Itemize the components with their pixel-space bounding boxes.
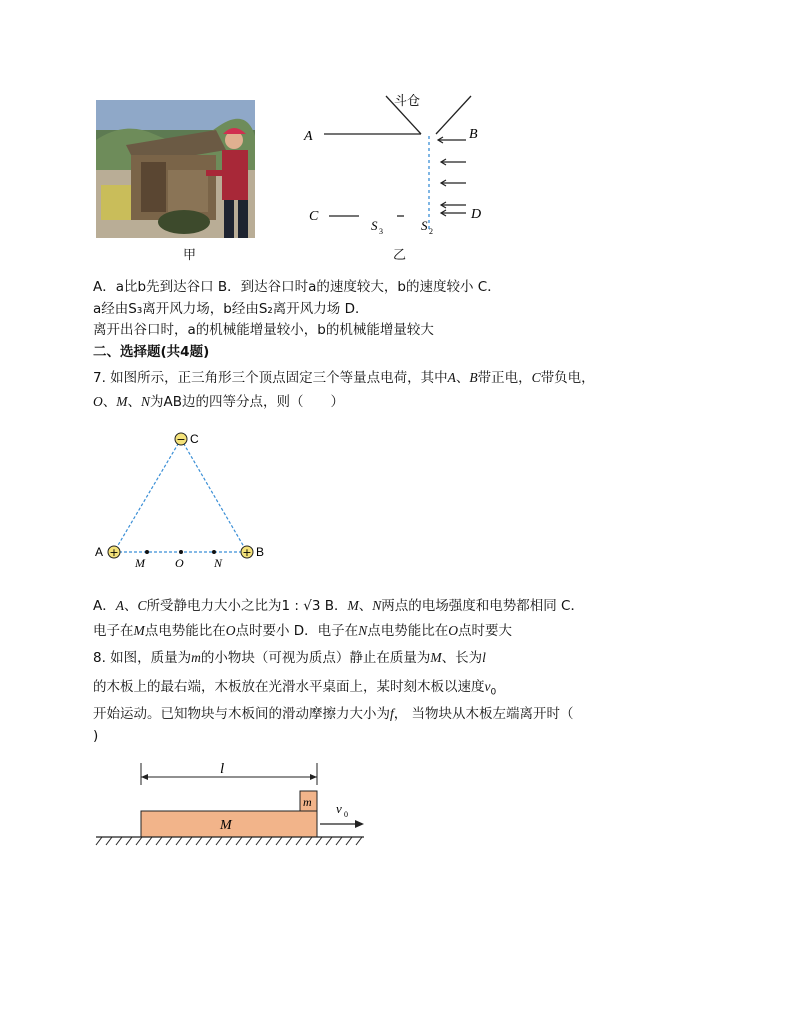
block-label: m	[303, 795, 312, 809]
wind-arrows	[438, 137, 466, 216]
section-title: 二、选择题(共4题)	[93, 344, 210, 360]
point-N	[212, 550, 216, 554]
label-S3: S	[371, 218, 378, 233]
q8-stem-line1: 8. 如图，质量为m的小物块（可视为质点）静止在质量为M、长为l	[93, 650, 486, 666]
winnowing-diagram	[296, 86, 506, 266]
charge-triangle-figure	[90, 424, 280, 574]
charge-B-sign: +	[242, 546, 252, 559]
vertex-C-label: C	[190, 432, 199, 446]
edge-BC	[181, 439, 247, 552]
velocity-arrowhead	[355, 820, 364, 828]
hopper-right-wall	[436, 96, 471, 134]
q7-options-line2: 电子在M点电势能比在O点时要小 D．电子在N点电势能比在O点时要大	[93, 623, 512, 639]
charge-C-sign: −	[176, 433, 186, 446]
photo-caption: 甲	[183, 248, 197, 263]
length-arrow-right	[310, 774, 317, 780]
length-label: l	[220, 761, 225, 777]
label-B: B	[469, 127, 478, 142]
edge-AC	[114, 439, 181, 552]
winnower-photo-image	[96, 100, 255, 238]
label-S2-sub: 2	[429, 227, 433, 236]
q7-stem-line2: O、M、N为AB边的四等分点，则（ ）	[93, 394, 345, 410]
q6-options-line2: a经由S₃离开风力场，b经由S₂离开风力场 D．	[93, 301, 369, 317]
length-arrow-left	[141, 774, 148, 780]
velocity-sub: 0	[344, 810, 348, 819]
charge-A-sign: +	[109, 546, 119, 559]
velocity-label: v	[336, 801, 342, 816]
winnower-photo	[96, 100, 255, 238]
point-M-label: M	[135, 556, 145, 570]
table-hatching	[96, 837, 362, 845]
q7-options-line1: A．A、C所受静电力大小之比为1 : √3 B．M、N两点的电场强度和电势都相同 C．	[93, 598, 584, 614]
hopper-label: 斗仓	[394, 94, 421, 109]
point-M	[145, 550, 149, 554]
label-S2: S	[421, 218, 428, 233]
label-A: A	[304, 129, 313, 144]
point-N-label: N	[214, 556, 223, 570]
q8-stem-line3: 开始运动。已知物块与木板间的滑动摩擦力大小为f， 当物块从木板左端离开时（	[93, 706, 574, 722]
q6-options-line1: A．a比b先到达谷口 B．到达谷口时a的速度较大，b的速度较小 C．	[93, 279, 501, 295]
point-O-label: O	[175, 556, 184, 570]
board-block-figure	[92, 755, 372, 855]
q8-stem-line4: )	[93, 728, 99, 744]
label-C: C	[309, 209, 319, 224]
q6-options-line3: 离开出谷口时，a的机械能增量较小，b的机械能增量较大	[93, 322, 434, 338]
vertex-A-label: A	[95, 545, 104, 559]
label-S3-sub: 3	[379, 227, 383, 236]
q8-stem-line2: 的木板上的最右端，木板放在光滑水平桌面上，某时刻木板以速度$v_0$	[93, 679, 497, 698]
diagram-caption: 乙	[393, 248, 407, 263]
q7-stem-line1: 7. 如图所示，正三角形三个顶点固定三个等量点电荷，其中A、B带正电，C带负电，	[93, 370, 595, 386]
board-label: M	[220, 818, 232, 833]
label-D: D	[471, 207, 482, 222]
point-O	[179, 550, 183, 554]
vertex-B-label: B	[256, 545, 265, 559]
